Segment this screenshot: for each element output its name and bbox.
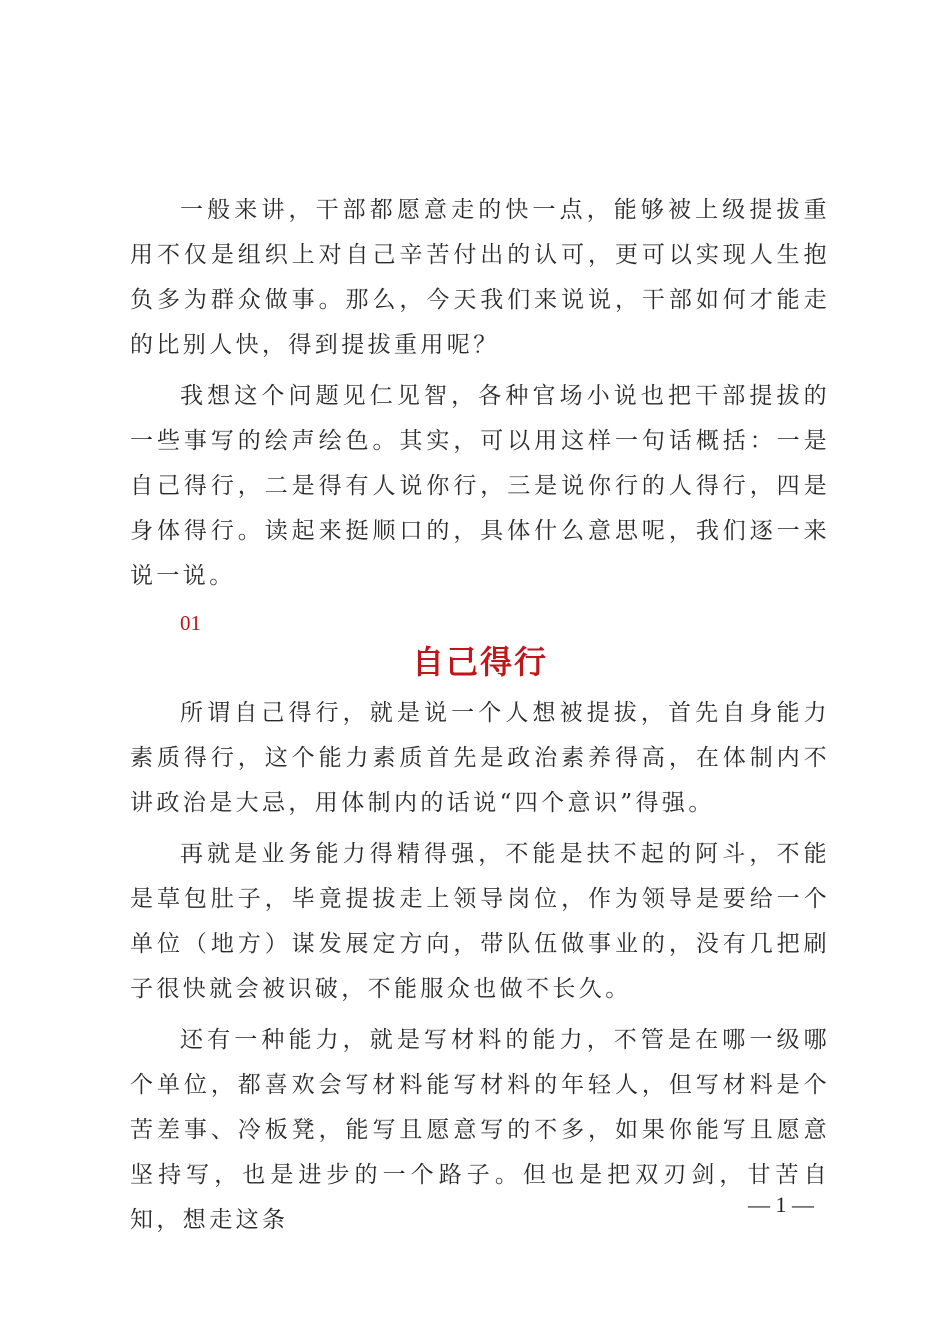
section-paragraph-2: 再就是业务能力得精得强，不能是扶不起的阿斗，不能是草包肚子，毕竟提拔走上领导岗位，作为领导是要给一个单位（地方）谋发展定方向，带队伍做事业的，没有几把刷子很快就会被识破，不能服众也做不长久。 <box>130 841 830 1002</box>
page-number: — 1 — <box>748 1192 814 1217</box>
intro-paragraph-1: 一般来讲，干部都愿意走的快一点，能够被上级提拔重用不仅是组织上对自己辛苦付出的认可，更可以实现人生抱负多为群众做事。那么，今天我们来说说，干部如何才能走的比别人快，得到提拔重用呢？ <box>130 197 830 358</box>
section-paragraph-3: 还有一种能力，就是写材料的能力，不管是在哪一级哪个单位，都喜欢会写材料能写材料的年轻人，但写材料是个苦差事、冷板凳，能写且愿意写的不多，如果你能写且愿意坚持写，也是进步的一个路子。但也是把双刃剑，甘苦自知，想走这条 <box>130 1027 830 1233</box>
section-number: 01 <box>180 611 201 635</box>
section-title: 自己得行 <box>411 643 548 681</box>
section-paragraph-1: 所谓自己得行，就是说一个人想被提拔，首先自身能力素质得行，这个能力素质首先是政治素养得高，在体制内不讲政治是大忌，用体制内的话说“四个意识”得强。 <box>130 700 830 816</box>
document-body <box>130 188 830 1249</box>
intro-paragraph-2: 我想这个问题见仁见智，各种官场小说也把干部提拔的一些事写的绘声绘色。其实，可以用这样一句话概括：一是自己得行，二是得有人说你行，三是说你行的人得行，四是身体得行。读起来挺顺口的，具体什么意思呢，我们逐一来说一说。 <box>130 383 830 589</box>
